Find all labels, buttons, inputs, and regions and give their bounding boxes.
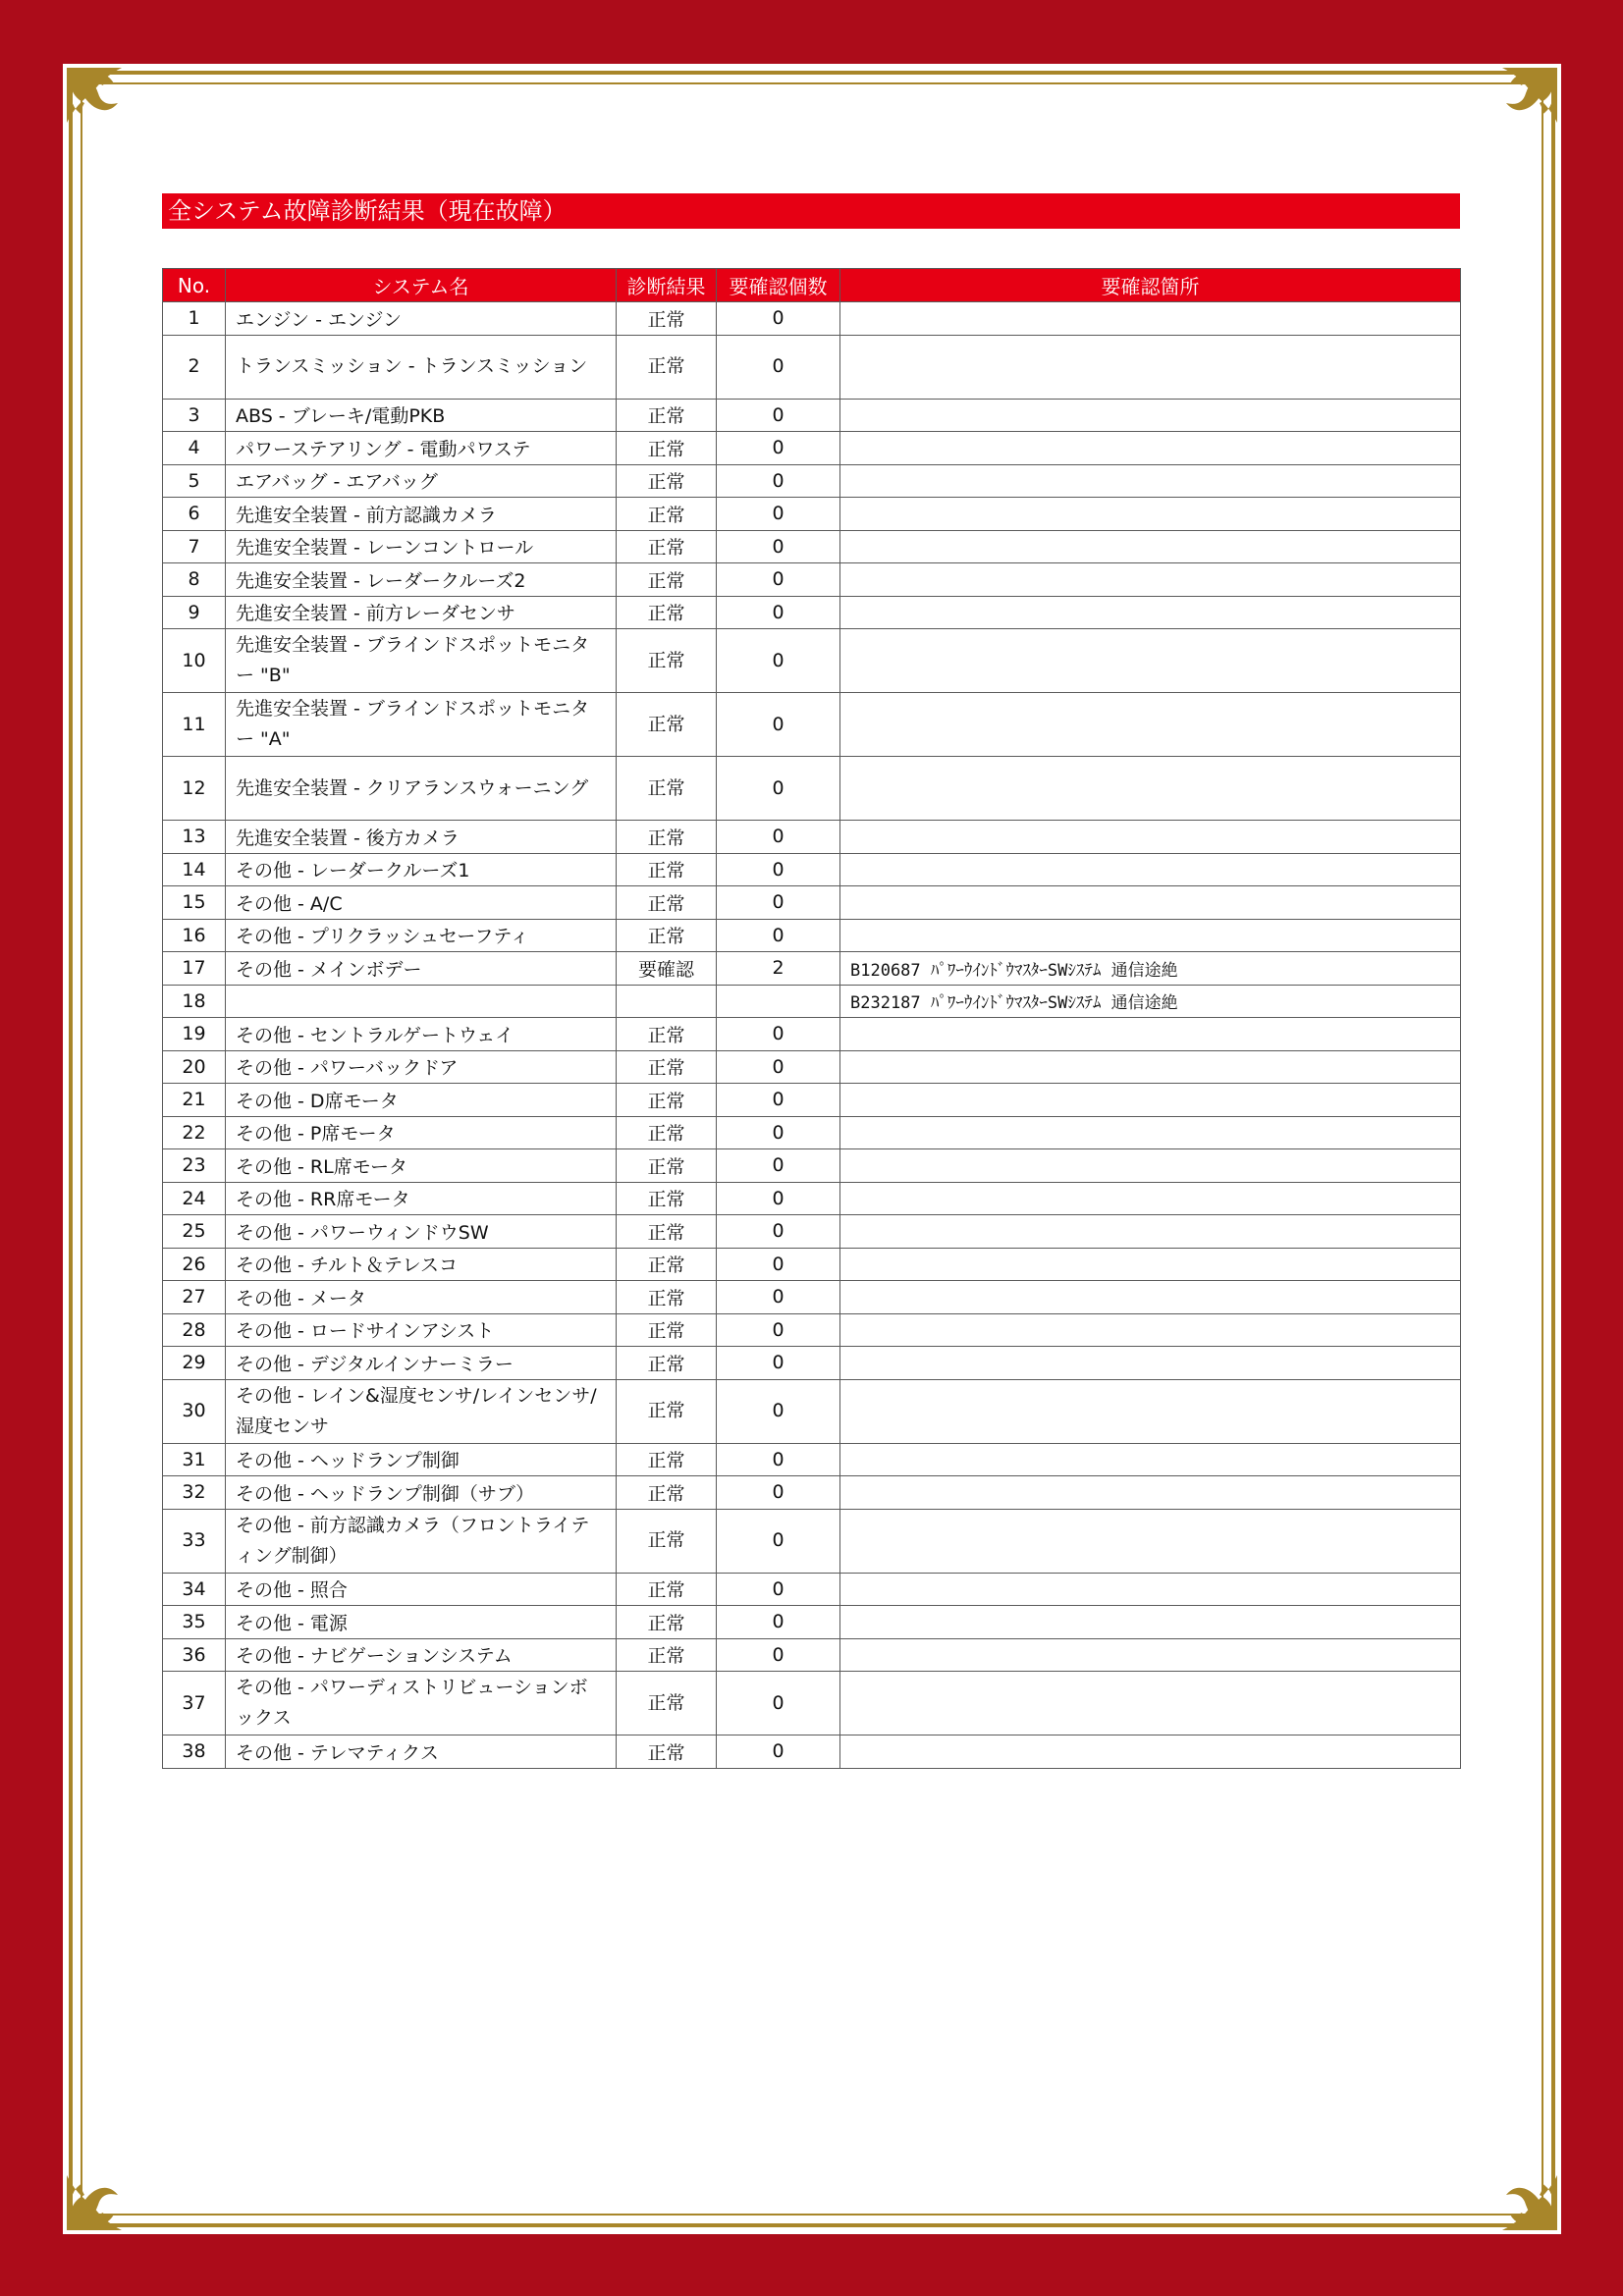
cell-count: 0 xyxy=(717,1509,840,1573)
cell-result xyxy=(617,985,717,1018)
cell-result: 正常 xyxy=(617,1379,717,1443)
table-row xyxy=(163,985,1461,1018)
cell-result: 正常 xyxy=(617,1638,717,1672)
table-row xyxy=(163,1347,1461,1380)
cell-location: B232187 ﾊﾟﾜｰｳｲﾝﾄﾞｳﾏｽﾀｰSWｼｽﾃﾑ 通信途絶 xyxy=(840,985,1461,1018)
cell-result: 正常 xyxy=(617,530,717,563)
cell-count: 0 xyxy=(717,1672,840,1735)
col-header-result: 診断結果 xyxy=(617,269,717,302)
ornament-corner-icon xyxy=(63,64,161,162)
table-row xyxy=(163,464,1461,498)
cell-system-name: その他 - ヘッドランプ制御 xyxy=(226,1443,617,1476)
cell-count: 0 xyxy=(717,757,840,821)
cell-result: 正常 xyxy=(617,919,717,952)
cell-count: 0 xyxy=(717,1281,840,1314)
cell-no: 23 xyxy=(163,1149,226,1183)
cell-no: 7 xyxy=(163,530,226,563)
cell-no: 37 xyxy=(163,1672,226,1735)
cell-location xyxy=(840,1248,1461,1281)
cell-result: 正常 xyxy=(617,1573,717,1606)
diagnosis-table xyxy=(162,268,1461,1769)
table-row xyxy=(163,757,1461,821)
cell-count: 0 xyxy=(717,1573,840,1606)
cell-no: 3 xyxy=(163,399,226,432)
cell-no: 2 xyxy=(163,335,226,399)
cell-result: 正常 xyxy=(617,853,717,886)
table-row xyxy=(163,1573,1461,1606)
cell-count: 0 xyxy=(717,1638,840,1672)
table-row xyxy=(163,1182,1461,1215)
cell-system-name: その他 - プリクラッシュセーフティ xyxy=(226,919,617,952)
cell-location xyxy=(840,1281,1461,1314)
cell-location xyxy=(840,1735,1461,1769)
table-row xyxy=(163,530,1461,563)
cell-location xyxy=(840,821,1461,854)
table-row xyxy=(163,693,1461,757)
cell-system-name: その他 - 前方認識カメラ（フロントライティング制御） xyxy=(226,1509,617,1573)
table-row xyxy=(163,1281,1461,1314)
cell-location xyxy=(840,1672,1461,1735)
cell-result: 正常 xyxy=(617,498,717,531)
col-header-location: 要確認箇所 xyxy=(840,269,1461,302)
table-row xyxy=(163,596,1461,629)
cell-no: 18 xyxy=(163,985,226,1018)
cell-count: 0 xyxy=(717,399,840,432)
cell-no: 24 xyxy=(163,1182,226,1215)
cell-system-name: その他 - テレマティクス xyxy=(226,1735,617,1769)
cell-count: 0 xyxy=(717,853,840,886)
table-row xyxy=(163,1606,1461,1639)
cell-count: 0 xyxy=(717,464,840,498)
cell-system-name: 先進安全装置 - レーダークルーズ2 xyxy=(226,563,617,597)
cell-count: 0 xyxy=(717,1443,840,1476)
cell-no: 29 xyxy=(163,1347,226,1380)
col-header-no: No. xyxy=(163,269,226,302)
cell-system-name: その他 - セントラルゲートウェイ xyxy=(226,1018,617,1051)
cell-no: 11 xyxy=(163,693,226,757)
cell-system-name: その他 - D席モータ xyxy=(226,1084,617,1117)
cell-count: 0 xyxy=(717,432,840,465)
cell-count: 0 xyxy=(717,1116,840,1149)
cell-count: 0 xyxy=(717,629,840,693)
cell-system-name: 先進安全装置 - ブラインドスポットモニター "A" xyxy=(226,693,617,757)
cell-location xyxy=(840,335,1461,399)
cell-count: 0 xyxy=(717,1149,840,1183)
cell-location xyxy=(840,886,1461,920)
cell-location xyxy=(840,853,1461,886)
cell-count: 0 xyxy=(717,1084,840,1117)
cell-system-name: その他 - 照合 xyxy=(226,1573,617,1606)
ornament-corner-icon xyxy=(1463,64,1561,162)
cell-no: 12 xyxy=(163,757,226,821)
table-row xyxy=(163,952,1461,986)
cell-no: 33 xyxy=(163,1509,226,1573)
table-row xyxy=(163,821,1461,854)
cell-location xyxy=(840,596,1461,629)
table-row xyxy=(163,563,1461,597)
cell-result: 正常 xyxy=(617,821,717,854)
cell-location xyxy=(840,919,1461,952)
cell-count: 0 xyxy=(717,1050,840,1084)
cell-result: 正常 xyxy=(617,886,717,920)
cell-count: 0 xyxy=(717,1018,840,1051)
cell-result: 正常 xyxy=(617,399,717,432)
cell-result: 正常 xyxy=(617,1248,717,1281)
cell-location xyxy=(840,757,1461,821)
table-row xyxy=(163,335,1461,399)
table-row xyxy=(163,853,1461,886)
cell-location xyxy=(840,1018,1461,1051)
table-row xyxy=(163,1735,1461,1769)
table-row xyxy=(163,1379,1461,1443)
cell-no: 36 xyxy=(163,1638,226,1672)
cell-location xyxy=(840,1573,1461,1606)
cell-system-name: 先進安全装置 - 前方認識カメラ xyxy=(226,498,617,531)
cell-no: 6 xyxy=(163,498,226,531)
cell-result: 正常 xyxy=(617,1050,717,1084)
cell-location xyxy=(840,629,1461,693)
cell-result: 正常 xyxy=(617,1672,717,1735)
cell-system-name: その他 - パワーウィンドウSW xyxy=(226,1215,617,1249)
cell-location xyxy=(840,432,1461,465)
cell-system-name: 先進安全装置 - レーンコントロール xyxy=(226,530,617,563)
cell-count: 0 xyxy=(717,596,840,629)
cell-count: 0 xyxy=(717,1476,840,1510)
cell-system-name xyxy=(226,985,617,1018)
cell-no: 34 xyxy=(163,1573,226,1606)
cell-result: 正常 xyxy=(617,1281,717,1314)
cell-result: 正常 xyxy=(617,1116,717,1149)
cell-location xyxy=(840,1347,1461,1380)
cell-count: 0 xyxy=(717,919,840,952)
table-row xyxy=(163,498,1461,531)
table-row xyxy=(163,1116,1461,1149)
cell-location xyxy=(840,1379,1461,1443)
cell-result: 正常 xyxy=(617,1182,717,1215)
cell-no: 16 xyxy=(163,919,226,952)
cell-system-name: その他 - 電源 xyxy=(226,1606,617,1639)
table-row xyxy=(163,432,1461,465)
table-row xyxy=(163,1084,1461,1117)
cell-system-name: 先進安全装置 - クリアランスウォーニング xyxy=(226,757,617,821)
cell-no: 20 xyxy=(163,1050,226,1084)
cell-count xyxy=(717,985,840,1018)
ornament-corner-icon xyxy=(63,2136,161,2234)
cell-location xyxy=(840,1443,1461,1476)
cell-system-name: その他 - A/C xyxy=(226,886,617,920)
table-header-row xyxy=(163,269,1461,302)
cell-no: 19 xyxy=(163,1018,226,1051)
cell-location xyxy=(840,498,1461,531)
cell-system-name: 先進安全装置 - 後方カメラ xyxy=(226,821,617,854)
col-header-system: システム名 xyxy=(226,269,617,302)
cell-system-name: その他 - RR席モータ xyxy=(226,1182,617,1215)
cell-count: 0 xyxy=(717,530,840,563)
cell-result: 正常 xyxy=(617,757,717,821)
cell-result: 正常 xyxy=(617,1443,717,1476)
cell-location xyxy=(840,1476,1461,1510)
cell-result: 正常 xyxy=(617,1476,717,1510)
cell-result: 正常 xyxy=(617,1313,717,1347)
cell-location xyxy=(840,693,1461,757)
cell-system-name: 先進安全装置 - 前方レーダセンサ xyxy=(226,596,617,629)
cell-result: 正常 xyxy=(617,1215,717,1249)
cell-system-name: その他 - ヘッドランプ制御（サブ） xyxy=(226,1476,617,1510)
cell-result: 正常 xyxy=(617,1347,717,1380)
cell-count: 0 xyxy=(717,1313,840,1347)
cell-no: 28 xyxy=(163,1313,226,1347)
cell-system-name: その他 - ロードサインアシスト xyxy=(226,1313,617,1347)
cell-system-name: 先進安全装置 - ブラインドスポットモニター "B" xyxy=(226,629,617,693)
report-title: 全システム故障診断結果（現在故障） xyxy=(162,193,1460,229)
cell-result: 正常 xyxy=(617,629,717,693)
cell-result: 正常 xyxy=(617,432,717,465)
cell-no: 21 xyxy=(163,1084,226,1117)
cell-result: 正常 xyxy=(617,1018,717,1051)
cell-result: 正常 xyxy=(617,1735,717,1769)
cell-no: 10 xyxy=(163,629,226,693)
table-row xyxy=(163,919,1461,952)
cell-location xyxy=(840,1509,1461,1573)
cell-result: 正常 xyxy=(617,1606,717,1639)
cell-no: 27 xyxy=(163,1281,226,1314)
cell-count: 0 xyxy=(717,563,840,597)
table-row xyxy=(163,399,1461,432)
cell-location xyxy=(840,1084,1461,1117)
cell-count: 0 xyxy=(717,1606,840,1639)
cell-system-name: その他 - レイン&湿度センサ/レインセンサ/湿度センサ xyxy=(226,1379,617,1443)
cell-system-name: ABS - ブレーキ/電動PKB xyxy=(226,399,617,432)
table-row xyxy=(163,629,1461,693)
ornament-corner-icon xyxy=(1463,2136,1561,2234)
cell-no: 30 xyxy=(163,1379,226,1443)
cell-count: 0 xyxy=(717,335,840,399)
cell-result: 正常 xyxy=(617,302,717,336)
cell-location xyxy=(840,1606,1461,1639)
cell-system-name: その他 - P席モータ xyxy=(226,1116,617,1149)
cell-no: 4 xyxy=(163,432,226,465)
cell-no: 15 xyxy=(163,886,226,920)
cell-system-name: その他 - ナビゲーションシステム xyxy=(226,1638,617,1672)
cell-no: 38 xyxy=(163,1735,226,1769)
cell-location xyxy=(840,302,1461,336)
cell-result: 正常 xyxy=(617,563,717,597)
cell-result: 正常 xyxy=(617,464,717,498)
cell-system-name: その他 - パワーディストリビューションボックス xyxy=(226,1672,617,1735)
cell-count: 0 xyxy=(717,1182,840,1215)
cell-result: 要確認 xyxy=(617,952,717,986)
cell-no: 31 xyxy=(163,1443,226,1476)
cell-system-name: トランスミッション - トランスミッション xyxy=(226,335,617,399)
cell-location: B120687 ﾊﾟﾜｰｳｲﾝﾄﾞｳﾏｽﾀｰSWｼｽﾃﾑ 通信途絶 xyxy=(840,952,1461,986)
cell-no: 1 xyxy=(163,302,226,336)
cell-count: 0 xyxy=(717,302,840,336)
cell-location xyxy=(840,1149,1461,1183)
cell-location xyxy=(840,1215,1461,1249)
cell-location xyxy=(840,1050,1461,1084)
cell-location xyxy=(840,530,1461,563)
table-row xyxy=(163,1443,1461,1476)
cell-system-name: エアバッグ - エアバッグ xyxy=(226,464,617,498)
table-body xyxy=(163,302,1461,1769)
table-row xyxy=(163,886,1461,920)
cell-location xyxy=(840,1182,1461,1215)
table-row xyxy=(163,1672,1461,1735)
cell-system-name: その他 - RL席モータ xyxy=(226,1149,617,1183)
table-row xyxy=(163,1050,1461,1084)
cell-count: 0 xyxy=(717,1215,840,1249)
cell-system-name: その他 - メータ xyxy=(226,1281,617,1314)
table-row xyxy=(163,1018,1461,1051)
cell-location xyxy=(840,1116,1461,1149)
cell-no: 8 xyxy=(163,563,226,597)
cell-location xyxy=(840,1638,1461,1672)
table-row xyxy=(163,1476,1461,1510)
cell-location xyxy=(840,563,1461,597)
cell-result: 正常 xyxy=(617,693,717,757)
cell-count: 0 xyxy=(717,1347,840,1380)
cell-no: 25 xyxy=(163,1215,226,1249)
cell-location xyxy=(840,399,1461,432)
cell-location xyxy=(840,464,1461,498)
cell-no: 17 xyxy=(163,952,226,986)
cell-location xyxy=(840,1313,1461,1347)
cell-no: 5 xyxy=(163,464,226,498)
cell-result: 正常 xyxy=(617,335,717,399)
cell-count: 0 xyxy=(717,498,840,531)
cell-count: 0 xyxy=(717,821,840,854)
cell-no: 14 xyxy=(163,853,226,886)
table-row xyxy=(163,1248,1461,1281)
table-row xyxy=(163,302,1461,336)
cell-result: 正常 xyxy=(617,1509,717,1573)
cell-no: 22 xyxy=(163,1116,226,1149)
table-row xyxy=(163,1149,1461,1183)
table-row xyxy=(163,1215,1461,1249)
cell-no: 32 xyxy=(163,1476,226,1510)
cell-system-name: その他 - パワーバックドア xyxy=(226,1050,617,1084)
cell-result: 正常 xyxy=(617,1084,717,1117)
cell-system-name: その他 - チルト＆テレスコ xyxy=(226,1248,617,1281)
cell-no: 26 xyxy=(163,1248,226,1281)
table-row xyxy=(163,1509,1461,1573)
cell-count: 2 xyxy=(717,952,840,986)
cell-count: 0 xyxy=(717,1379,840,1443)
cell-result: 正常 xyxy=(617,1149,717,1183)
cell-system-name: その他 - メインボデー xyxy=(226,952,617,986)
cell-system-name: エンジン - エンジン xyxy=(226,302,617,336)
cell-count: 0 xyxy=(717,693,840,757)
cell-no: 35 xyxy=(163,1606,226,1639)
cell-count: 0 xyxy=(717,1248,840,1281)
col-header-count: 要確認個数 xyxy=(717,269,840,302)
cell-no: 13 xyxy=(163,821,226,854)
cell-system-name: その他 - レーダークルーズ1 xyxy=(226,853,617,886)
cell-system-name: パワーステアリング - 電動パワステ xyxy=(226,432,617,465)
cell-no: 9 xyxy=(163,596,226,629)
table-row xyxy=(163,1638,1461,1672)
cell-count: 0 xyxy=(717,886,840,920)
cell-count: 0 xyxy=(717,1735,840,1769)
table-row xyxy=(163,1313,1461,1347)
cell-system-name: その他 - デジタルインナーミラー xyxy=(226,1347,617,1380)
cell-result: 正常 xyxy=(617,596,717,629)
